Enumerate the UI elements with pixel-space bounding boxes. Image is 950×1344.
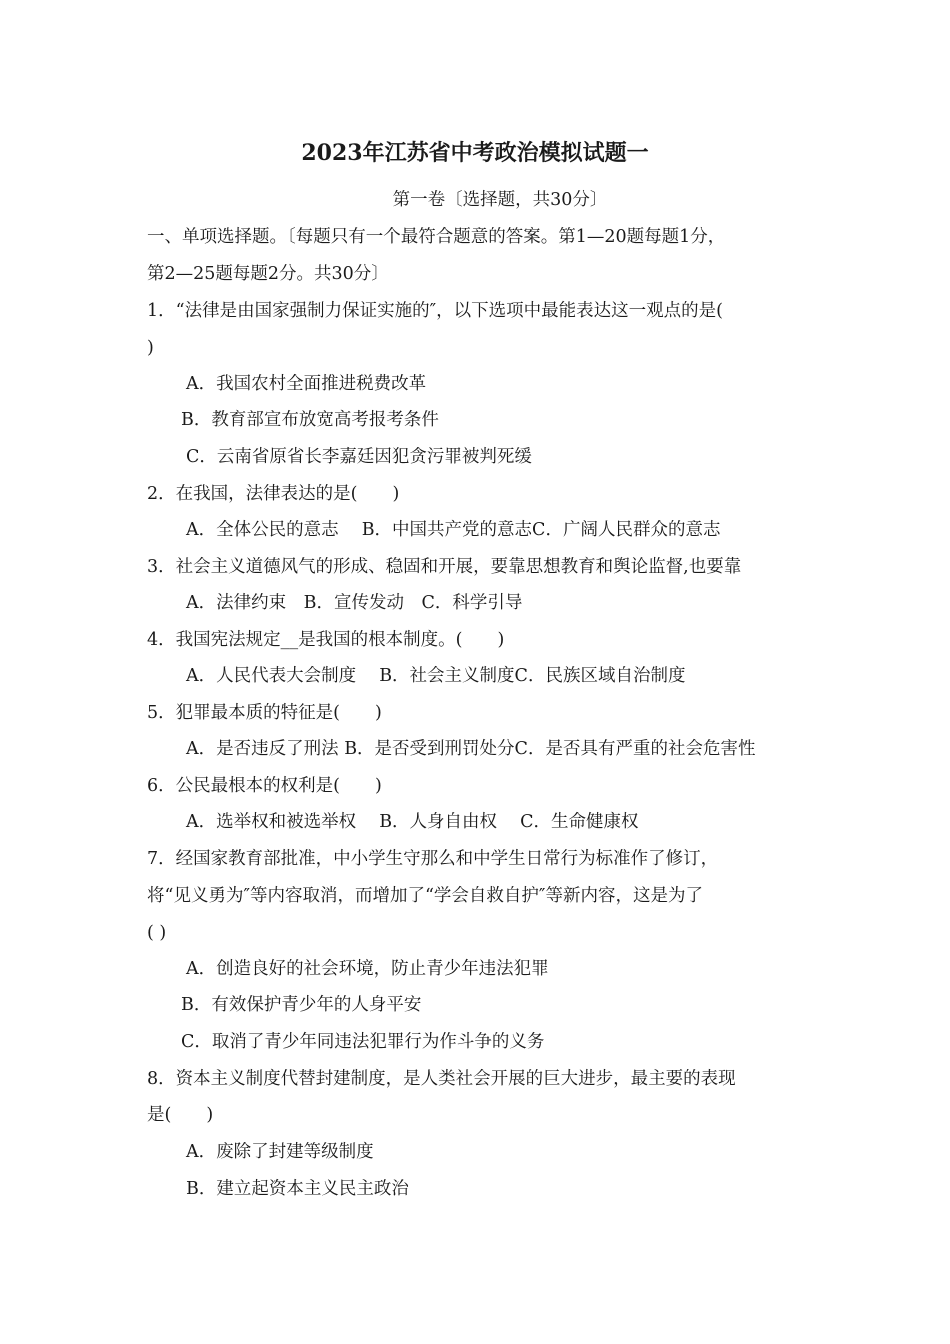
question-1-option-a: A．我国农村全面推进税费改革 (186, 374, 427, 394)
question-7-option-b: B．有效保护青少年的人身平安 (181, 995, 422, 1015)
question-5-options: A．是否违反了刑法 B．是否受到刑罚处分C．是否具有严重的社会危害性 (186, 739, 756, 759)
page-title: 2023年江苏省中考政治模拟试题一 (301, 140, 649, 166)
question-2-stem: 2．在我国，法律表达的是( ) (147, 484, 400, 504)
question-1-stem: 1．“法律是由国家强制力保证实施的″，以下选项中最能表达这一观点的是( (147, 301, 723, 321)
question-6-options: A．选举权和被选举权 B．人身自由权 C．生命健康权 (186, 812, 639, 832)
question-6-stem: 6．公民最根本的权利是( ) (147, 776, 382, 796)
question-3-options: A．法律约束 B．宣传发动 C．科学引导 (186, 593, 523, 613)
question-7-option-c: C．取消了青少年同违法犯罪行为作斗争的义务 (181, 1032, 545, 1052)
question-1-option-c: C．云南省原省长李嘉廷因犯贪污罪被判死缓 (186, 447, 532, 467)
section-instructions-line-1: 一、单项选择题。〔每题只有一个最符合题意的答案。第1—20题每题1分， (147, 227, 726, 247)
question-5-stem: 5．犯罪最本质的特征是( ) (147, 703, 382, 723)
question-1-stem-cont: ) (147, 338, 154, 358)
question-7-stem: 7．经国家教育部批准，中小学生守那么和中学生日常行为标准作了修订， (147, 849, 719, 869)
question-3-stem: 3．社会主义道德风气的形成、稳固和开展，要靠思想教育和舆论监督,也要靠 (147, 557, 742, 577)
question-8-stem: 8．资本主义制度代替封建制度，是人类社会开展的巨大进步，最主要的表现 (147, 1069, 736, 1089)
question-2-options: A．全体公民的意志 B．中国共产党的意志C．广阔人民群众的意志 (186, 520, 721, 540)
question-7-stem-cont: 将“见义勇为″等内容取消，而增加了“学会自救自护″等新内容，这是为了 (147, 886, 703, 906)
question-8-option-a: A．废除了封建等级制度 (186, 1142, 374, 1162)
question-7-option-a: A．创造良好的社会环境，防止青少年违法犯罪 (186, 959, 549, 979)
question-4-options: A．人民代表大会制度 B．社会主义制度C．民族区域自治制度 (186, 666, 686, 686)
paper-subtitle: 第一卷〔选择题，共30分〕 (392, 190, 608, 210)
section-instructions-line-2: 第2—25题每题2分。共30分〕 (147, 264, 389, 284)
question-7-stem-paren: ( ) (147, 923, 167, 943)
question-1-option-b: B．教育部宣布放宽高考报考条件 (181, 410, 439, 430)
question-8-option-b: B．建立起资本主义民主政治 (186, 1179, 409, 1199)
question-8-stem-cont: 是( ) (147, 1105, 214, 1125)
question-4-stem: 4．我国宪法规定__是我国的根本制度。( ) (147, 630, 505, 650)
